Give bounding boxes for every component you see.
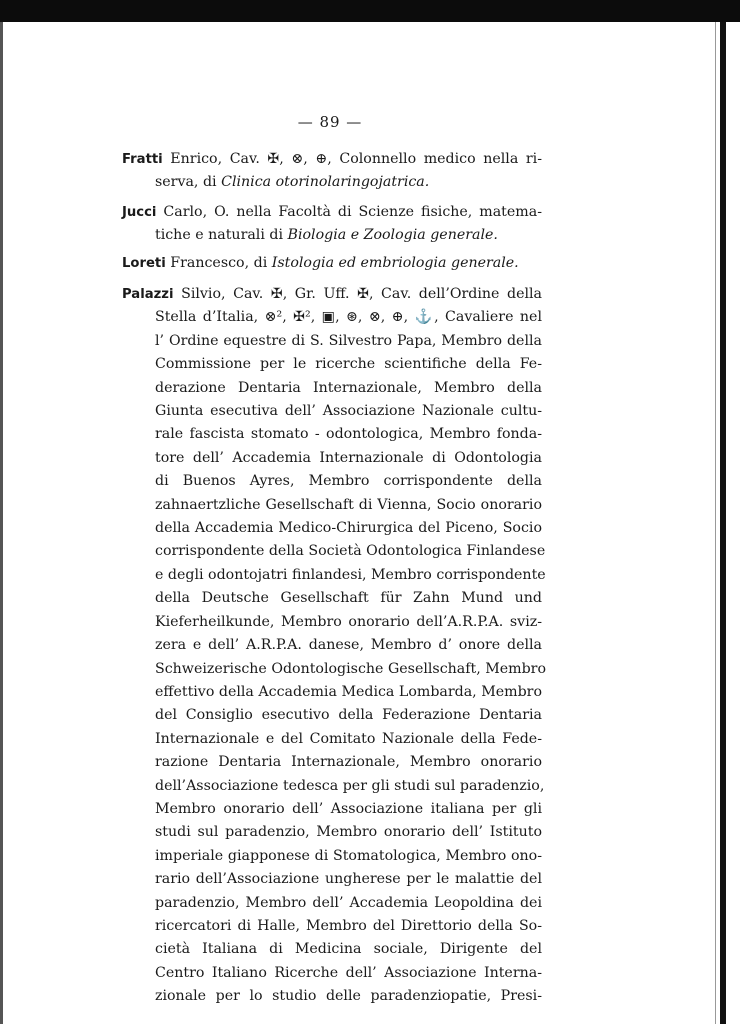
entry-line: studi sul paradenzio, Membro onorario dell’ Istituto bbox=[155, 824, 542, 841]
entry-line: imperiale giapponese di Stomatologica, Membro ono- bbox=[155, 847, 542, 864]
entry-line: l’ Ordine equestre di S. Silvestro Papa, Membro della bbox=[155, 332, 542, 349]
entry-text: Silvio, Cav. ✠, Gr. Uff. ✠, Cav. dell’Ordine della bbox=[181, 286, 543, 302]
entry-line: Centro Italiano Ricerche dell’ Associazione Interna- bbox=[155, 964, 542, 981]
entry-surname: Jucci bbox=[122, 205, 157, 220]
entry-line: paradenzio, Membro dell’ Accademia Leopoldina dei bbox=[155, 894, 542, 911]
entry-line bbox=[122, 171, 542, 194]
entry-line: corrispondente della Società Odontologica Finlandese bbox=[155, 543, 546, 560]
entry-text: Enrico, Cav. ✠, ⊗, ⊕, Colonnello medico nella ri- bbox=[170, 151, 543, 167]
scan-right-edge bbox=[720, 22, 726, 1024]
entry-jucci bbox=[122, 201, 542, 248]
entry-line: Internazionale e del Comitato Nazionale della Fede- bbox=[155, 730, 542, 747]
entry-line: e degli odontojatri finlandesi, Membro corrispondente bbox=[155, 566, 546, 583]
entry-line: derazione Dentaria Internazionale, Membro della bbox=[155, 379, 542, 396]
entry-line: Schweizerische Odontologische Gesellschaft, Membro bbox=[155, 660, 547, 677]
entry-line: tore dell’ Accademia Internazionale di Odontologia bbox=[155, 449, 542, 466]
entry-line: Stella d’Italia, ⊗², ✠², ▣, ⊛, ⊗, ⊕, ⚓, Cavaliere nel bbox=[155, 309, 542, 326]
entry-line: Membro onorario dell’ Associazione italiana per gli bbox=[155, 800, 542, 817]
subject-title: Biologia e Zoologia generale. bbox=[287, 227, 498, 244]
entry-line: effettivo della Accademia Medica Lombarda, Membro bbox=[155, 683, 542, 700]
entry-line: cietà Italiana di Medicina sociale, Dirigente del bbox=[155, 941, 542, 958]
entry-text: Francesco, di bbox=[170, 255, 272, 271]
scan-left-edge bbox=[0, 22, 3, 1024]
scan-top-border bbox=[0, 0, 740, 22]
subject-title: Clinica otorinolaringojatrica. bbox=[221, 174, 430, 191]
entry-line: della Accademia Medico-Chirurgica del Piceno, Socio bbox=[155, 520, 542, 537]
entry-fratti bbox=[122, 148, 542, 195]
entry-surname: Palazzi bbox=[122, 287, 174, 302]
entry-line: dell’Associazione tedesca per gli studi sul paradenzio, bbox=[155, 777, 545, 794]
entry-surname: Fratti bbox=[122, 152, 163, 167]
entry-line bbox=[122, 252, 542, 275]
entry-text: Carlo, O. nella Facoltà di Scienze fisiche, matema- bbox=[163, 204, 542, 220]
subject-title: Istologia ed embriologia generale. bbox=[271, 255, 519, 271]
entry-loreti bbox=[122, 252, 542, 275]
scan-right-edge-line bbox=[715, 22, 716, 1024]
entry-line: del Consiglio esecutivo della Federazione Dentaria bbox=[155, 707, 542, 724]
entry-line: ricercatori di Halle, Membro del Direttorio della So- bbox=[155, 917, 542, 934]
entry-line: della Deutsche Gesellschaft für Zahn Mund und bbox=[155, 590, 542, 607]
entry-line: zera e dell’ A.R.P.A. danese, Membro d’ onore della bbox=[155, 637, 542, 654]
entry-line bbox=[122, 283, 542, 306]
entry-line: zionale per lo studio delle paradenziopatie, Presi- bbox=[155, 988, 542, 1005]
entry-line: di Buenos Ayres, Membro corrispondente della bbox=[155, 473, 542, 490]
entry-line bbox=[122, 148, 542, 171]
entry-text: tiche e naturali di bbox=[155, 227, 288, 244]
entry-line: Kieferheilkunde, Membro onorario dell’A.R.P.A. sviz- bbox=[155, 613, 542, 630]
entry-line: rario dell’Associazione ungherese per le malattie del bbox=[155, 871, 542, 888]
entry-surname: Loreti bbox=[122, 256, 166, 271]
entry-line bbox=[122, 224, 542, 247]
entry-line bbox=[122, 201, 542, 224]
entry-text: serva, di bbox=[155, 174, 222, 191]
entry-line: zahnaertzliche Gesellschaft di Vienna, Socio onorario bbox=[155, 496, 542, 513]
entry-line: Commissione per le ricerche scientifiche della Fe- bbox=[155, 356, 542, 373]
page-number: — 89 — bbox=[297, 113, 363, 131]
entry-line: razione Dentaria Internazionale, Membro onorario bbox=[155, 754, 542, 771]
entry-palazzi bbox=[122, 283, 547, 1009]
entry-line: Giunta esecutiva dell’ Associazione Nazionale cultu- bbox=[155, 403, 542, 420]
entry-line: rale fascista stomato - odontologica, Membro fonda- bbox=[155, 426, 542, 443]
